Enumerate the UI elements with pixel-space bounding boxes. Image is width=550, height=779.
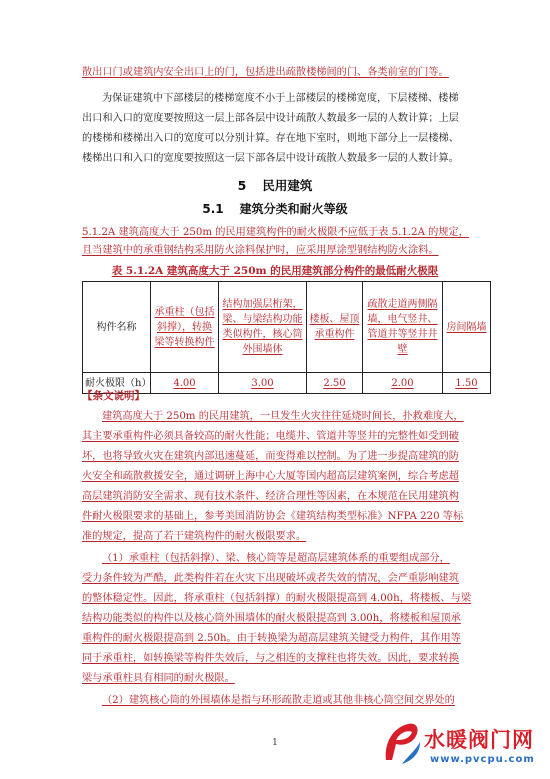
table-header-cell xyxy=(307,282,363,373)
note-line: 准的规定，提高了若干建筑构件的耐火极限要求。 xyxy=(82,531,307,542)
note-line: 的整体稳定性。因此，将承重柱（包括斜撑）的耐火极限提高到 4.00h，将楼板、与梁 xyxy=(82,593,472,604)
note-line: 梁与承重柱具有相同的耐火极限。 xyxy=(82,673,235,684)
note-line: 高层建筑消防安全需求、现有技术条件、经济合理性等因素，在本规范在民用建筑构 xyxy=(82,491,459,502)
note-line: 件耐火极限要求的基础上，参考美国消防协会《建筑结构类型标准》NFPA 220 等标 xyxy=(82,511,464,522)
note-line: 重构件的耐火极限提高到 2.50h。由于转换梁为超高层建筑关键受力构件，其作用等 xyxy=(82,633,461,644)
section-heading xyxy=(0,200,550,217)
clause-line-1: 5.1.2A 建筑高度大于 250m 的民用建筑构件的耐火极限不应低于表 5.1.2A 的规定， xyxy=(82,227,469,238)
table-header-cell xyxy=(363,282,443,373)
watermark-url: www.pvcpu.com xyxy=(430,754,535,765)
cell-value: 2.50 xyxy=(323,377,346,389)
cell-value: 2.00 xyxy=(391,377,414,389)
fire-resistance-table xyxy=(82,281,491,394)
chapter-heading xyxy=(0,176,550,194)
note-line: 火安全和疏散救援安全，通过调研上海中心大厦等国内超高层建筑案例，综合考虑超 xyxy=(82,471,459,482)
table-corner-label: 构件名称 xyxy=(83,282,151,373)
note-line: 同于承重柱，如转换梁等构件失效后，与之相连的支撑柱也将失效。因此，要求转换 xyxy=(82,653,459,664)
header-text: 疏散走道两侧隔墙，电气竖井、管道井等竖井井壁 xyxy=(367,299,438,355)
note-line: 其主要承重构件必须具备较高的耐火性能；电缆井、管道井等竖井的完整性如受到破 xyxy=(82,431,459,442)
header-text: 楼板、屋顶承重构件 xyxy=(309,314,360,340)
table-header-cell xyxy=(219,282,307,373)
watermark-name: 水暖阀门网 xyxy=(424,728,534,752)
table-cell xyxy=(151,373,219,394)
table-header-cell xyxy=(443,282,491,373)
table-header-cell xyxy=(151,282,219,373)
cell-value: 3.00 xyxy=(251,377,274,389)
header-text: 承重柱（包括斜撑），转换梁等转换构件 xyxy=(154,306,215,348)
note-line: （1）承重柱（包括斜撑）、梁、核心筒等是超高层建筑体系的重要组成部分， xyxy=(102,553,450,564)
intro-line-2: 为保证建筑中下部楼层的楼梯宽度不小于上部楼层的楼梯宽度，下层楼梯、楼梯 xyxy=(102,93,459,104)
table-row-label: 耐火极限（h） xyxy=(83,373,151,394)
note-line: 建筑高度大于 250m 的民用建筑，一旦发生火灾往往延烧时间长，扑救难度大， xyxy=(102,411,464,422)
intro-line-4: 的楼梯和楼梯出入口的宽度可以分别计算。存在地下室时，则地下部分上一层楼梯、 xyxy=(82,133,459,144)
intro-line-3: 出口和入口的宽度要按照这一层上部各层中设计疏散人数最多一层的人数计算；上层 xyxy=(82,113,459,124)
note-line: 结构功能类似的构件以及核心筒外围墙体的耐火极限提高到 3.00h，将楼板和屋顶承 xyxy=(82,613,461,624)
section-title: 建筑分类和耐火等级 xyxy=(239,202,348,216)
table-cell xyxy=(363,373,443,394)
intro-line-5: 楼梯出口和入口的宽度要按照这一层下部各层中设计疏散人数最多一层的人数计算。 xyxy=(82,153,459,164)
note-line: 坏，也将导致火灾在建筑内部迅速蔓延，而变得难以控制。为了进一步提高建筑的防 xyxy=(82,451,459,462)
table-title: 表 5.1.2A 建筑高度大于 250m 的民用建筑部分构件的最低耐火极限 xyxy=(111,265,439,277)
header-text: 结构加强层桁架，梁、与梁结构功能类似构件，核心筒外围墙体 xyxy=(222,299,303,355)
cell-value: 4.00 xyxy=(173,377,196,389)
table-cell xyxy=(219,373,307,394)
table-cell xyxy=(443,373,491,394)
clause-line-2: 且当建筑中的承重钢结构采用防火涂料保护时，应采用厚涂型钢结构防火涂料。 xyxy=(82,245,439,256)
header-text: 房间隔墙 xyxy=(446,321,487,333)
intro-line-1: 散出口门或建筑内安全出口上的门，包括进出疏散楼梯间的门、各类前室的门等。 xyxy=(82,67,449,78)
note-line: 受力条件较为严酷，此类构件若在火灾下出现破坏或者失效的情况，会严重影响建筑 xyxy=(82,573,459,584)
pv-logo-icon xyxy=(382,720,422,766)
chapter-number: 5 xyxy=(237,178,247,193)
cell-value: 1.50 xyxy=(455,377,478,389)
section-number: 5.1 xyxy=(202,202,224,216)
note-line: （2）建筑核心筒的外围墙体是指与环形疏散走道或其他非核心筒空间交界处的 xyxy=(102,695,455,706)
chapter-title: 民用建筑 xyxy=(262,178,313,193)
table-header-row xyxy=(83,282,491,373)
table-cell xyxy=(307,373,363,394)
site-watermark xyxy=(372,718,550,779)
note-title: 【条文说明】 xyxy=(82,390,145,402)
page-number: 1 xyxy=(272,738,278,748)
